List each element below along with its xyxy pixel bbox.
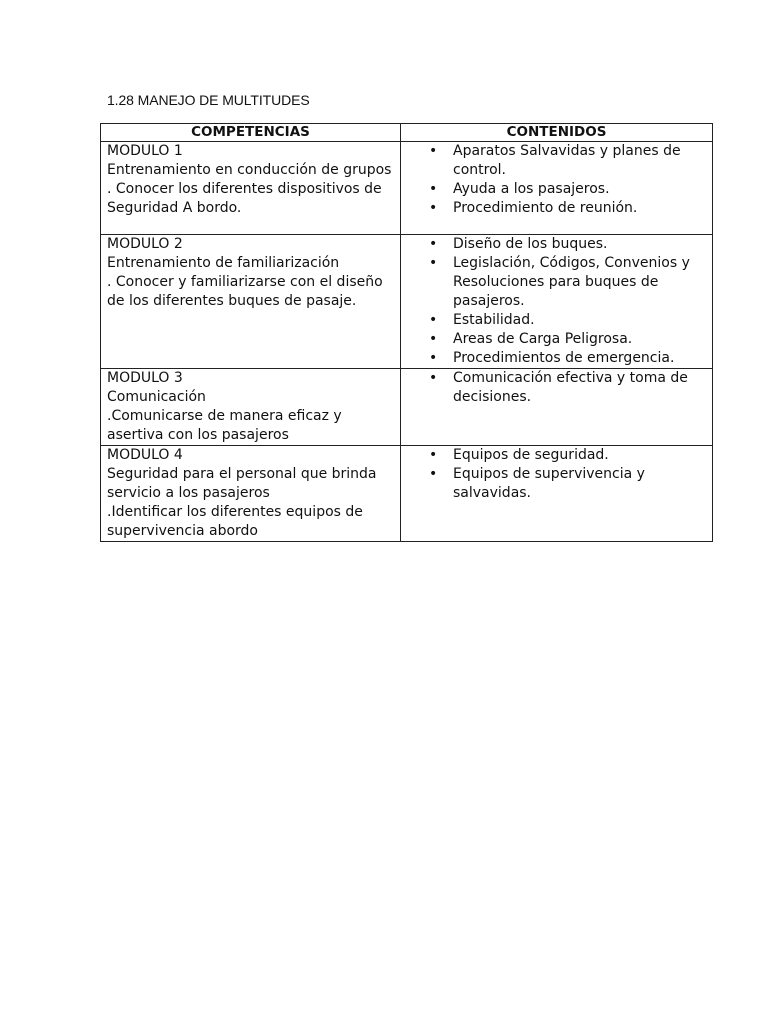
bullet-icon: • xyxy=(429,466,438,482)
module-subtitle: Seguridad para el personal que brinda servicio a los pasajeros xyxy=(107,466,381,501)
table-row xyxy=(101,235,713,369)
table-header-row xyxy=(101,124,713,142)
list-item-text: Aparatos Salvavidas y planes de control. xyxy=(453,143,681,178)
list-item-text: Ayuda a los pasajeros. xyxy=(453,181,610,197)
module-name: MODULO 2 xyxy=(107,236,183,252)
list-item-text: Diseño de los buques. xyxy=(453,236,608,252)
bullet-icon: • xyxy=(429,200,438,216)
contenidos-cell xyxy=(401,446,713,542)
table-row xyxy=(101,369,713,446)
bullet-icon: • xyxy=(429,312,438,328)
list-item-text: Equipos de seguridad. xyxy=(453,447,609,463)
module-subtitle: Comunicación xyxy=(107,389,206,405)
contents-list xyxy=(407,446,706,503)
list-item xyxy=(429,369,706,407)
list-item-text: Procedimiento de reunión. xyxy=(453,200,638,216)
contenidos-cell xyxy=(401,369,713,446)
header-competencias: COMPETENCIAS xyxy=(101,124,401,142)
list-item-text: Comunicación efectiva y toma de decisiones. xyxy=(453,370,688,405)
competencias-cell xyxy=(101,446,401,542)
table-row xyxy=(101,446,713,542)
list-item xyxy=(429,180,706,199)
contenidos-cell xyxy=(401,142,713,235)
module-name: MODULO 3 xyxy=(107,370,183,386)
list-item xyxy=(429,254,706,311)
bullet-icon: • xyxy=(429,331,438,347)
list-item xyxy=(429,199,706,218)
bullet-icon: • xyxy=(429,236,438,252)
competencias-cell xyxy=(101,369,401,446)
contents-list xyxy=(407,142,706,218)
list-item xyxy=(429,330,706,349)
document-title: 1.28 MANEJO DE MULTITUDES xyxy=(107,92,310,108)
bullet-icon: • xyxy=(429,255,438,271)
list-item-text: Areas de Carga Peligrosa. xyxy=(453,331,633,347)
competencias-cell xyxy=(101,235,401,369)
module-description: . Conocer y familiarizarse con el diseño de los diferentes buques de pasaje. xyxy=(107,274,388,309)
list-item-text: Estabilidad. xyxy=(453,312,535,328)
table-row xyxy=(101,142,713,235)
competencias-cell xyxy=(101,142,401,235)
contents-list xyxy=(407,235,706,368)
module-subtitle: Entrenamiento en conducción de grupos xyxy=(107,162,392,178)
bullet-icon: • xyxy=(429,350,438,366)
list-item xyxy=(429,235,706,254)
bullet-icon: • xyxy=(429,143,438,159)
bullet-icon: • xyxy=(429,181,438,197)
list-item-text: Equipos de supervivencia y salvavidas. xyxy=(453,466,645,501)
module-description: .Comunicarse de manera eficaz y asertiva con los pasajeros xyxy=(107,408,347,443)
bullet-icon: • xyxy=(429,447,438,463)
module-subtitle: Entrenamiento de familiarización xyxy=(107,255,340,271)
module-description: . Conocer los diferentes dispositivos de Seguridad A bordo. xyxy=(107,181,387,216)
list-item xyxy=(429,465,706,503)
list-item xyxy=(429,349,706,368)
module-description: .Identificar los diferentes equipos de supervivencia abordo xyxy=(107,504,368,539)
contents-list xyxy=(407,369,706,407)
list-item xyxy=(429,311,706,330)
list-item-text: Legislación, Códigos, Convenios y Resoluciones para buques de pasajeros. xyxy=(453,255,690,309)
module-name: MODULO 4 xyxy=(107,447,183,463)
list-item-text: Procedimientos de emergencia. xyxy=(453,350,675,366)
modules-table xyxy=(100,123,713,542)
module-name: MODULO 1 xyxy=(107,143,183,159)
header-contenidos: CONTENIDOS xyxy=(401,124,713,142)
bullet-icon: • xyxy=(429,370,438,386)
list-item xyxy=(429,142,706,180)
list-item xyxy=(429,446,706,465)
contenidos-cell xyxy=(401,235,713,369)
